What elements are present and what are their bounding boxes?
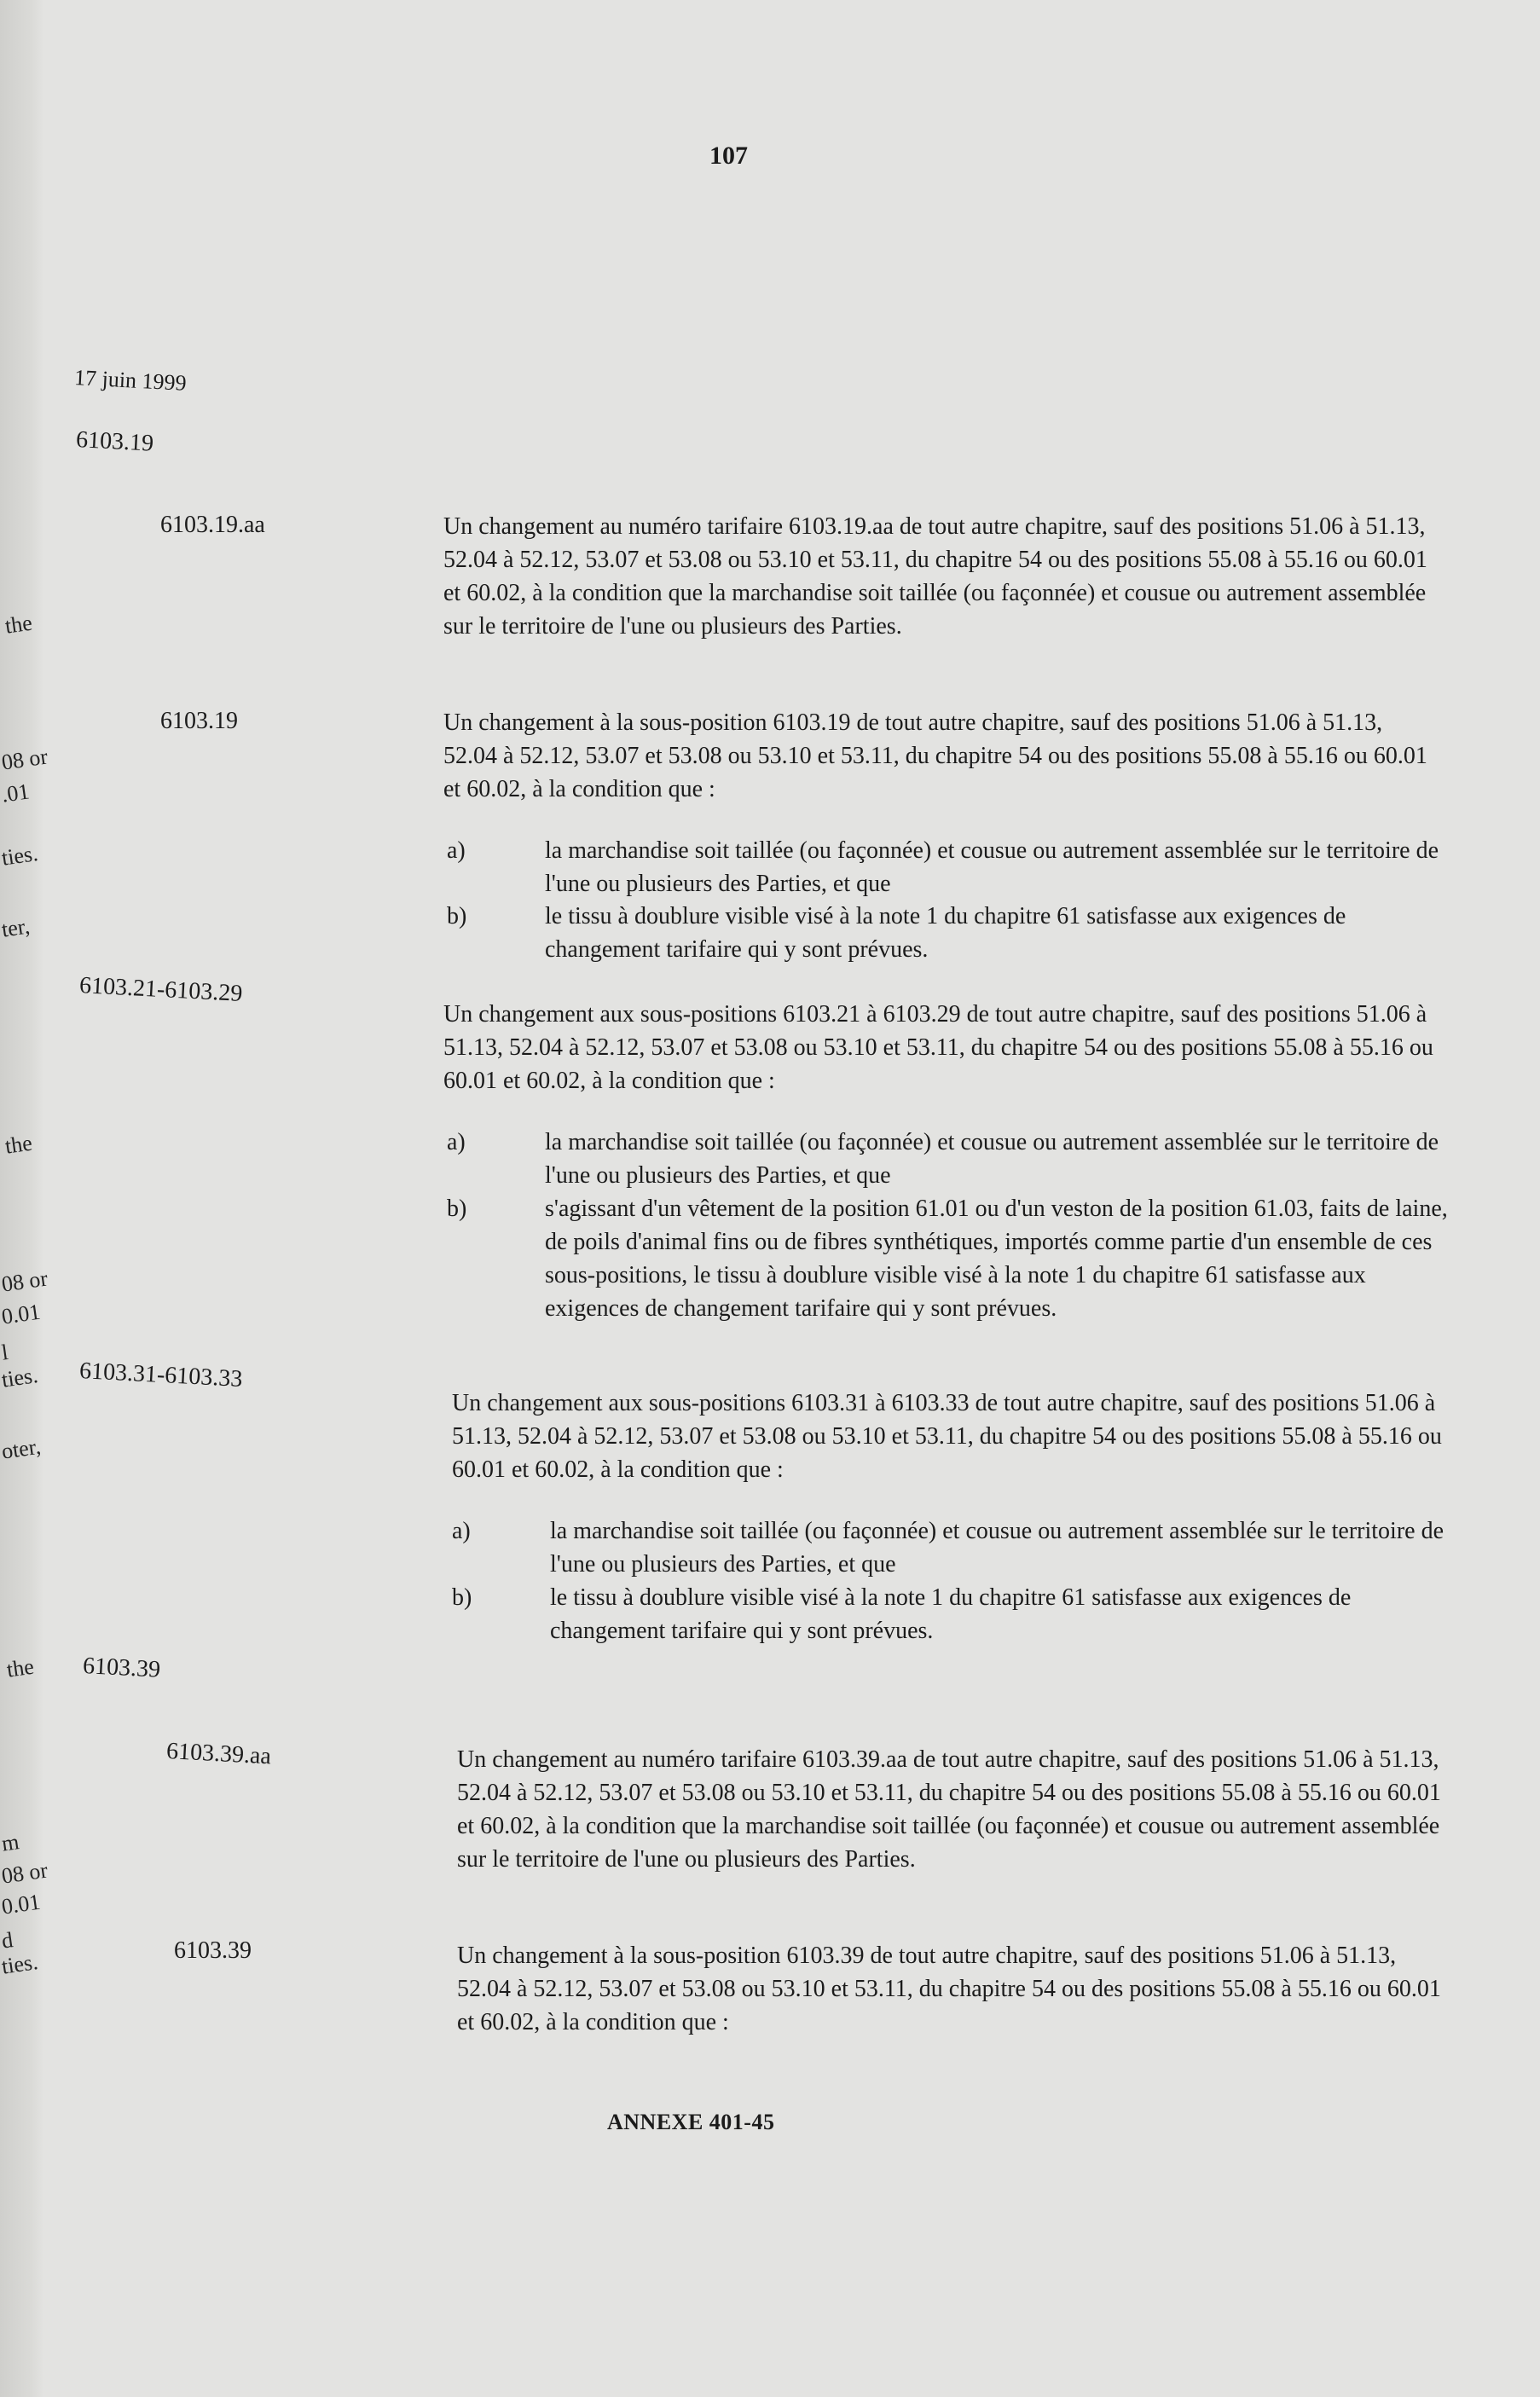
condition-text: la marchandise soit taillée (ou façonnée) et cousue ou autrement assemblée sur le territoire de l'une ou plusieurs des Parties, et que [550, 1518, 1444, 1578]
rule-text: Un changement au numéro tarifaire 6103.19.aa de tout autre chapitre, sauf des positions 51.06 à 51.13, 52.04 à 52.12, 53.07 et 53.08 ou 53.10 et 53.11, du chapitre 54 ou des positions 55.08 à 55.16 ou 60.01 et 60.02, à la condition que la marchandise soit taillée (ou façonnée) et cousue ou autrement assemblée sur le territoire de l'une ou plusieurs des Parties. [443, 513, 1427, 640]
tariff-code: 6103.39.aa [165, 1738, 272, 1770]
tariff-code: 6103.19 [160, 708, 238, 734]
margin-fragment: the [5, 1653, 36, 1682]
condition-text: s'agissant d'un vêtement de la position 61.01 ou d'un veston de la position 61.03, faits de laine, de poils d'animal fins ou de fibres synthétiques, importés comme partie d'un ensemble de ces sous-positions, le tissu à doublure visible visé à la note 1 du chapitre 61 satisfasse aux exigences de changement tarifaire qui y sont prévues. [545, 1196, 1448, 1322]
margin-fragment: ties. [0, 1949, 40, 1979]
margin-fragment: m [0, 1829, 21, 1856]
condition-key: a) [447, 1129, 466, 1155]
margin-fragment: l [0, 1339, 10, 1365]
condition-key: b) [452, 1584, 472, 1611]
margin-fragment: 08 or [0, 744, 49, 775]
page-number: 107 [709, 142, 748, 170]
margin-fragment: ties. [0, 841, 40, 871]
margin-fragment: 0.01 [0, 1299, 43, 1329]
margin-fragment: 08 or [0, 1857, 49, 1889]
margin-fragment: oter, [0, 1433, 43, 1464]
tariff-code: 6103.19.aa [160, 512, 265, 538]
condition-text: le tissu à doublure visible visé à la note 1 du chapitre 61 satisfasse aux exigences de changement tarifaire qui y sont prévues. [550, 1584, 1352, 1644]
tariff-code: 6103.39 [174, 1937, 252, 1964]
margin-fragment: 0.01 [0, 1889, 43, 1919]
rule-text: Un changement aux sous-positions 6103.31 à 6103.33 de tout autre chapitre, sauf des positions 51.06 à 51.13, 52.04 à 52.12, 53.07 et 53.08 ou 53.10 et 53.11, du chapitre 54 ou des positions 55.08 à 55.16 ou 60.01 et 60.02, à la condition que : [452, 1390, 1442, 1483]
tariff-heading: 6103.19 [75, 426, 154, 457]
adjacent-page-edge [0, 0, 44, 2397]
tariff-heading: 6103.39 [82, 1653, 161, 1683]
rule-text: Un changement aux sous-positions 6103.21 à 6103.29 de tout autre chapitre, sauf des positions 51.06 à 51.13, 52.04 à 52.12, 53.07 et 53.08 ou 53.10 et 53.11, du chapitre 54 ou des positions 55.08 à 55.16 ou 60.01 et 60.02, à la condition que : [443, 1001, 1433, 1094]
condition-text: la marchandise soit taillée (ou façonnée) et cousue ou autrement assemblée sur le territoire de l'une ou plusieurs des Parties, et que [545, 1129, 1439, 1189]
tariff-code: 6103.21-6103.29 [78, 972, 244, 1007]
condition-text: la marchandise soit taillée (ou façonnée) et cousue ou autrement assemblée sur le territoire de l'une ou plusieurs des Parties, et que [545, 837, 1439, 897]
tariff-code: 6103.31-6103.33 [78, 1358, 244, 1392]
rule-text: Un changement à la sous-position 6103.19 de tout autre chapitre, sauf des positions 51.06 à 51.13, 52.04 à 52.12, 53.07 et 53.08 ou 53.10 et 53.11, du chapitre 54 ou des positions 55.08 à 55.16 ou 60.01 et 60.02, à la condition que : [443, 709, 1427, 802]
condition-key: a) [452, 1518, 471, 1544]
margin-fragment: d [0, 1927, 14, 1954]
margin-fragment: the [3, 610, 34, 639]
margin-fragment: ties. [0, 1363, 40, 1392]
document-date: 17 juin 1999 [73, 365, 188, 396]
condition-text: le tissu à doublure visible visé à la note 1 du chapitre 61 satisfasse aux exigences de changement tarifaire qui y sont prévues. [545, 903, 1346, 963]
rule-text: Un changement à la sous-position 6103.39 de tout autre chapitre, sauf des positions 51.06 à 51.13, 52.04 à 52.12, 53.07 et 53.08 ou 53.10 et 53.11, du chapitre 54 ou des positions 55.08 à 55.16 ou 60.01 et 60.02, à la condition que : [457, 1942, 1441, 2035]
condition-key: a) [447, 837, 466, 864]
margin-fragment: the [3, 1130, 34, 1159]
margin-fragment: ter, [0, 913, 32, 942]
margin-fragment: 08 or [0, 1265, 49, 1297]
margin-fragment: .01 [0, 779, 32, 808]
condition-key: b) [447, 1196, 467, 1222]
annex-footer: ANNEXE 401-45 [607, 2110, 775, 2134]
rule-text: Un changement au numéro tarifaire 6103.39.aa de tout autre chapitre, sauf des positions 51.06 à 51.13, 52.04 à 52.12, 53.07 et 53.08 ou 53.10 et 53.11, du chapitre 54 ou des positions 55.08 à 55.16 ou 60.01 et 60.02, à la condition que la marchandise soit taillée (ou façonnée) et cousue ou autrement assemblée sur le territoire de l'une ou plusieurs des Parties. [457, 1746, 1441, 1873]
condition-key: b) [447, 903, 467, 929]
